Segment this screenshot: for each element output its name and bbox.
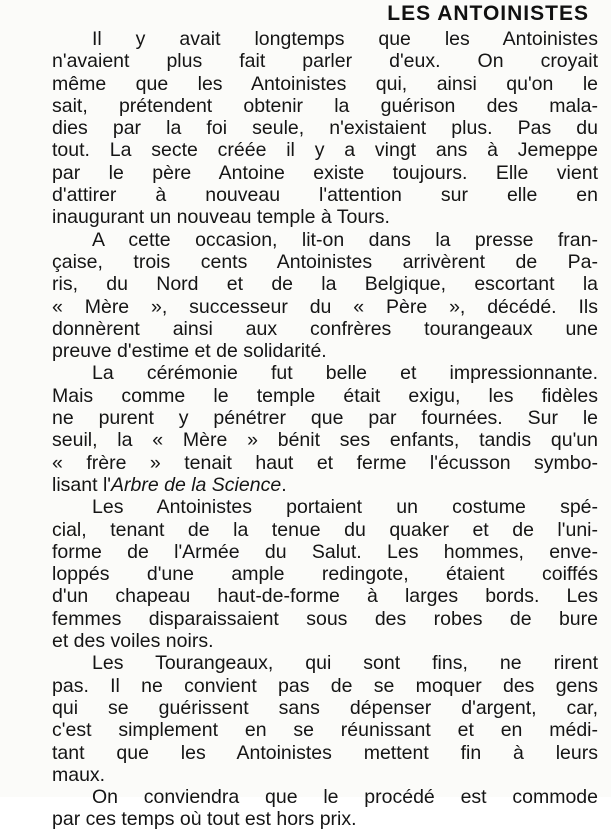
italic-phrase: Arbre de la Science (111, 473, 282, 496)
text-line: La cérémonie fut belle et impressionnante. (92, 362, 598, 385)
text-line: forme de l'Armée du Salut. Les hommes, enve- (52, 540, 598, 563)
text-line: dies par la foi seule, n'existaient plus. Pas du (52, 117, 598, 140)
text-line: loppés d'une ample redingote, étaient coiffés (52, 563, 598, 586)
text-line: A cette occasion, lit-on dans la presse fran- (92, 228, 598, 251)
text-line: femmes disparaissaient sous des robes de bure (52, 607, 598, 630)
text-line: seuil, la « Mère » bénit ses enfants, tandis qu'un (52, 429, 598, 452)
text-line: çaise, trois cents Antoinistes arrivèrent de Pa- (52, 250, 598, 273)
text-line: par le père Antoine existe toujours. Elle vient (52, 161, 598, 184)
article-paragraph-2 (12, 229, 598, 363)
text-line: même que les Antoinistes qui, ainsi qu'on le (52, 72, 598, 95)
article-paragraph-3 (12, 362, 598, 496)
article-paragraph-4 (12, 496, 598, 652)
article-paragraph-5 (12, 652, 598, 786)
article-body (12, 28, 598, 831)
article-paragraph-6 (12, 786, 598, 831)
text-line: On conviendra que le procédé est commode (92, 786, 598, 809)
text-line: pas. Il ne convient pas de se moquer des gens (52, 674, 598, 697)
text-line: d'un chapeau haut-de-forme à larges bords. Les (52, 585, 598, 608)
text-line: preuve d'estime et de solidarité. (52, 340, 327, 363)
article-title: LES ANTOINISTES (387, 2, 589, 25)
text-line: Les Antoinistes portaient un costume spé- (92, 496, 598, 519)
text-line: « Mère », successeur du « Père », décédé. Ils (52, 295, 598, 318)
text-fragment: . (281, 473, 287, 496)
text-line-with-italic (12, 474, 598, 496)
text-line: « frère » tenait haut et ferme l'écusson symbo- (52, 451, 598, 474)
article-paragraph-1 (12, 28, 598, 229)
text-line: Il y avait longtemps que les Antoinistes (92, 28, 598, 50)
text-line: sait, prétendent obtenir la guérison des mala- (52, 94, 598, 117)
text-line: tant que les Antoinistes mettent fin à leurs (52, 741, 598, 764)
text-line: et des voiles noirs. (52, 630, 214, 653)
text-line: inaugurant un nouveau temple à Tours. (52, 206, 390, 229)
text-line: d'attirer à nouveau l'attention sur elle en (52, 184, 598, 207)
text-line: maux. (52, 763, 106, 786)
text-line: par ces temps où tout est hors prix. (52, 808, 357, 831)
text-line: donnèrent ainsi aux confrères tourangeaux une (52, 317, 598, 340)
text-line: Les Tourangeaux, qui sont fins, ne rirent (92, 652, 598, 675)
text-line: c'est simplement en se réunissant et en médi- (52, 719, 598, 742)
text-line: ris, du Nord et de la Belgique, escortant la (52, 273, 598, 296)
text-line: Mais comme le temple était exigu, les fidèles (52, 384, 598, 407)
text-line: ne purent y pénétrer que par fournées. Sur le (52, 407, 598, 430)
text-fragment: lisant l' (52, 473, 111, 496)
text-line: qui se guérissent sans dépenser d'argent, car, (52, 696, 598, 719)
text-line: tout. La secte créée il y a vingt ans à Jemeppe (52, 139, 598, 162)
text-line: cial, tenant de la tenue du quaker et de l'uni- (52, 518, 598, 541)
text-line: n'avaient plus fait parler d'eux. On croyait (52, 50, 598, 73)
